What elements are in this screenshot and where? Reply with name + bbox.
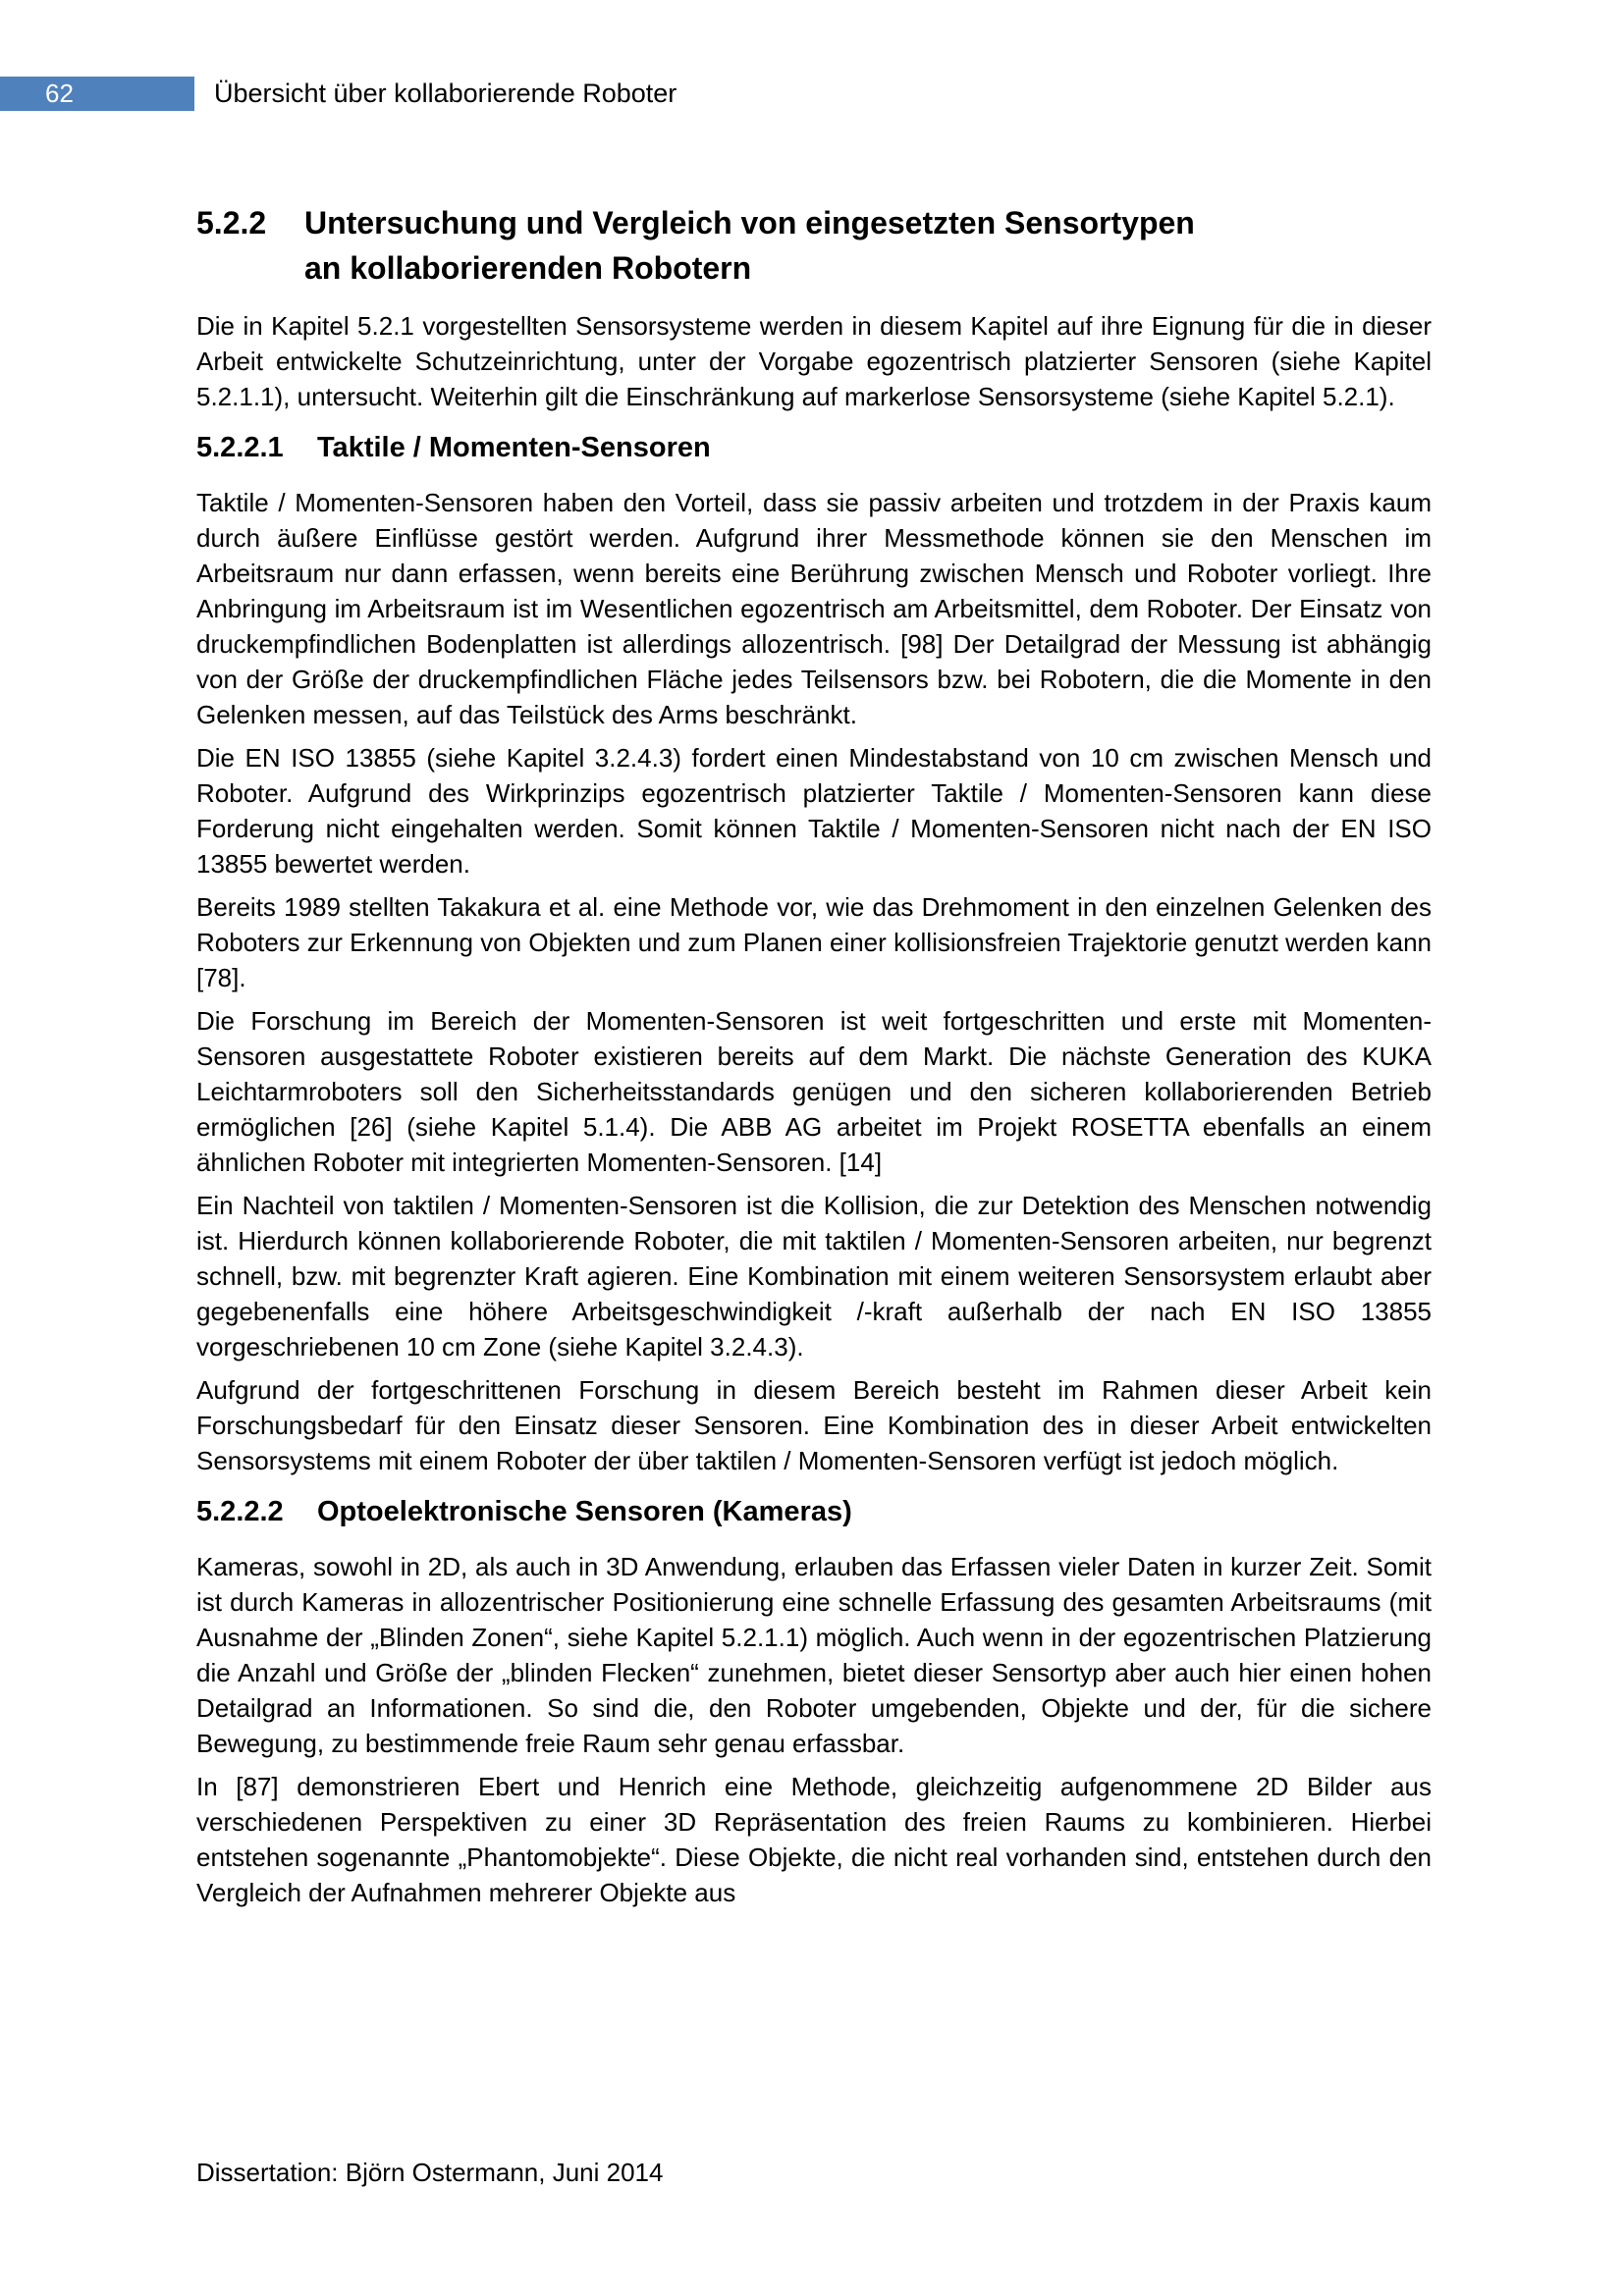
paragraph: Die in Kapitel 5.2.1 vorgestellten Sensorsysteme werden in diesem Kapitel auf ihre Eignung für die in dieser Arbeit entwickelte Schutzeinrichtung, unter der Vorgabe egozentrisch platzierter Sensoren (siehe Kapitel 5.2.1.1), untersucht. Weiterhin gilt die Einschränkung auf markerlose Sensorsysteme (siehe Kapitel 5.2.1). bbox=[196, 311, 1432, 411]
section-title: Optoelektronische Sensoren (Kameras) bbox=[317, 1496, 852, 1527]
section-heading-5-2-2-2 bbox=[196, 1492, 1432, 1531]
section-title-line2: an kollaborierenden Robotern bbox=[304, 250, 752, 286]
section-title bbox=[304, 200, 1432, 291]
page-number-bar bbox=[0, 77, 194, 111]
section-heading-5-2-2-1 bbox=[196, 428, 1432, 467]
paragraph: In [87] demonstrieren Ebert und Henrich eine Methode, gleichzeitig aufgenommene 2D Bilder aus verschiedenen Perspektiven zu einer 3D Repräsentation des freien Raums zu kombinieren. Hierbei entstehen sogenannte „Phantomobjekte“. Diese Objekte, die nicht real vorhanden sind, entstehen durch den Vergleich der Aufnahmen mehrerer Objekte aus bbox=[196, 1772, 1432, 1907]
section-heading-5-2-2 bbox=[196, 200, 1432, 291]
paragraph: Bereits 1989 stellten Takakura et al. eine Methode vor, wie das Drehmoment in den einzelnen Gelenken des Roboters zur Erkennung von Objekten und zum Planen einer kollisionsfreien Trajektorie genutzt werden kann [78]. bbox=[196, 892, 1432, 992]
section-number: 5.2.2.1 bbox=[196, 432, 284, 463]
footer-text: Dissertation: Björn Ostermann, Juni 2014 bbox=[196, 2158, 664, 2187]
paragraph: Aufgrund der fortgeschrittenen Forschung in diesem Bereich besteht im Rahmen dieser Arbeit kein Forschungsbedarf für den Einsatz dieser Sensoren. Eine Kombination des in dieser Arbeit entwickelten Sensorsystems mit einem Roboter der über taktilen / Momenten-Sensoren verfügt ist jedoch möglich. bbox=[196, 1375, 1432, 1475]
section-title: Taktile / Momenten-Sensoren bbox=[317, 432, 711, 463]
page-number: 62 bbox=[45, 79, 74, 108]
paragraph: Die Forschung im Bereich der Momenten-Sensoren ist weit fortgeschritten und erste mit Momenten-Sensoren ausgestattete Roboter existieren bereits auf dem Markt. Die nächste Generation des KUKA Leichtarmroboters soll den Sicherheitsstandards genügen und den sicheren kollaborierenden Betrieb ermöglichen [26] (siehe Kapitel 5.1.4). Die ABB AG arbeitet im Projekt ROSETTA ebenfalls an einem ähnlichen Roboter mit integrierten Momenten-Sensoren. [14] bbox=[196, 1006, 1432, 1177]
paragraph: Ein Nachteil von taktilen / Momenten-Sensoren ist die Kollision, die zur Detektion des Menschen notwendig ist. Hierdurch können kollaborierende Roboter, die mit taktilen / Momenten-Sensoren arbeiten, nur begrenzt schnell, bzw. mit begrenzter Kraft agieren. Eine Kombination mit einem weiteren Sensorsystem erlaubt aber gegebenenfalls eine höhere Arbeitsgeschwindigkeit /-kraft außerhalb der nach EN ISO 13855 vorgeschriebenen 10 cm Zone (siehe Kapitel 3.2.4.3). bbox=[196, 1191, 1432, 1362]
section-number: 5.2.2.2 bbox=[196, 1496, 284, 1527]
running-header-title: Übersicht über kollaborierende Roboter bbox=[214, 79, 677, 108]
content-column bbox=[196, 200, 1432, 1910]
section-number: 5.2.2 bbox=[196, 205, 267, 240]
paragraph: Taktile / Momenten-Sensoren haben den Vorteil, dass sie passiv arbeiten und trotzdem in der Praxis kaum durch äußere Einflüsse gestört werden. Aufgrund ihrer Messmethode können sie den Menschen im Arbeitsraum nur dann erfassen, wenn bereits eine Berührung zwischen Mensch und Roboter vorliegt. Ihre Anbringung im Arbeitsraum ist im Wesentlichen egozentrisch am Arbeitsmittel, dem Roboter. Der Einsatz von druckempfindlichen Bodenplatten ist allerdings allozentrisch. [98] Der Detailgrad der Messung ist abhängig von der Größe der druckempfindlichen Fläche jedes Teilsensors bzw. bei Robotern, die die Momente in den Gelenken messen, auf das Teilstück des Arms beschränkt. bbox=[196, 488, 1432, 729]
paragraph: Kameras, sowohl in 2D, als auch in 3D Anwendung, erlauben das Erfassen vieler Daten in kurzer Zeit. Somit ist durch Kameras in allozentrischer Positionierung eine schnelle Erfassung des gesamten Arbeitsraums (mit Ausnahme der „Blinden Zonen“, siehe Kapitel 5.2.1.1) möglich. Auch wenn in der egozentrischen Platzierung die Anzahl und Größe der „blinden Flecken“ zunehmen, bietet dieser Sensortyp aber auch hier einen hohen Detailgrad an Informationen. So sind die, den Roboter umgebenden, Objekte und der, für die sichere Bewegung, zu bestimmende freie Raum sehr genau erfassbar. bbox=[196, 1552, 1432, 1758]
section-title-line1: Untersuchung und Vergleich von eingesetzten Sensortypen bbox=[304, 205, 1195, 240]
paragraph: Die EN ISO 13855 (siehe Kapitel 3.2.4.3) fordert einen Mindestabstand von 10 cm zwischen Mensch und Roboter. Aufgrund des Wirkprinzips egozentrisch platzierter Taktile / Momenten-Sensoren kann diese Forderung nicht eingehalten werden. Somit können Taktile / Momenten-Sensoren nicht nach der EN ISO 13855 bewertet werden. bbox=[196, 743, 1432, 879]
